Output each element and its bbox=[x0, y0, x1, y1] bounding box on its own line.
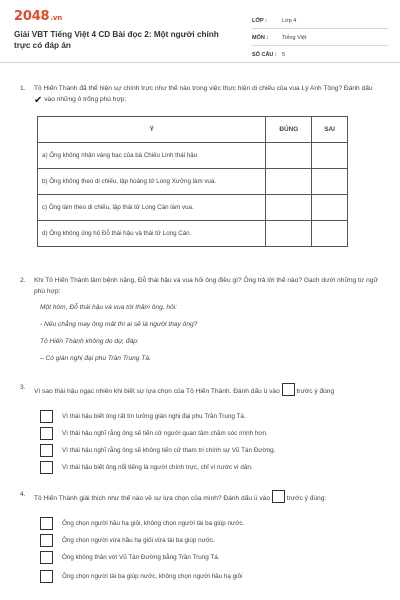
meta-row-class: LỚP : Lớp 4 bbox=[252, 14, 388, 29]
option-checkbox[interactable] bbox=[40, 551, 53, 564]
option-checkbox[interactable] bbox=[40, 461, 53, 474]
page-header bbox=[0, 0, 400, 62]
option-item: Vì thái hậu biết ông rất tín tưởng gián nghị đại phu Trần Trung Tá. bbox=[40, 410, 246, 423]
table-row: c) Ông làm theo di chiếu, lập thái tử Long Cán làm vua. bbox=[38, 195, 348, 221]
false-cell[interactable] bbox=[312, 169, 348, 195]
option-item: Ông chọn người hầu hạ giỏi, không chọn người tài ba giúp nước. bbox=[40, 517, 244, 530]
site-logo[interactable]: 2048.vn bbox=[14, 9, 62, 24]
header-divider bbox=[0, 62, 400, 63]
option-checkbox[interactable] bbox=[40, 517, 53, 530]
passage-line: Tô Hiến Thành không do dự, đáp: bbox=[40, 338, 139, 345]
table-header-row: Ý ĐÚNG SAI bbox=[38, 117, 348, 143]
option-item: Ông chọn người vừa hầu hạ giỏi vừa tài ba giúp nước. bbox=[40, 534, 215, 547]
option-checkbox[interactable] bbox=[40, 570, 53, 583]
question-1: 1. Tô Hiến Thành đã thể hiện sự chính trực như thế nào trong việc thực hiện di chiếu của vua Lý Anh Tông? Đánh dấu ✔ vào những ô trống phù hợp: bbox=[20, 85, 373, 106]
true-cell[interactable] bbox=[266, 169, 312, 195]
option-checkbox[interactable] bbox=[40, 410, 53, 423]
false-cell[interactable] bbox=[312, 195, 348, 221]
true-cell[interactable] bbox=[266, 195, 312, 221]
false-cell[interactable] bbox=[312, 143, 348, 169]
option-item: Vì thái hậu biết ông nổi tiếng là người chính trực, chỉ vì nước vì dân. bbox=[40, 461, 253, 474]
false-cell[interactable] bbox=[312, 221, 348, 247]
question-4: 4. Tô Hiến Thành giải thích như thế nào về sự lựa chọn của mình? Đánh dấu ü vào trước ý đúng: bbox=[20, 491, 327, 502]
table-row: a) Ông không nhận vàng bạc của bà Chiêu Linh thái hậu bbox=[38, 143, 348, 169]
passage-line: Một hôm, Đỗ thái hậu và vua tới thăm ông, hỏi: bbox=[40, 304, 178, 311]
passage-line: - Nếu chẳng may ông mất thì ai sẽ là người thay ông? bbox=[40, 321, 198, 328]
passage-line: – Có gián nghị đại phu Trần Trung Tá. bbox=[40, 355, 151, 362]
meta-row-subject: MÔN : Tiếng Việt bbox=[252, 31, 388, 46]
option-checkbox[interactable] bbox=[40, 444, 53, 457]
answer-box-sample bbox=[282, 383, 295, 396]
meta-panel bbox=[252, 14, 388, 65]
option-item: Ông chọn người tài ba giúp nước, không chọn người hầu hạ giỏi bbox=[40, 570, 242, 583]
true-cell[interactable] bbox=[266, 143, 312, 169]
option-item: Ông không thân với Vũ Tán Đường bằng Trần Trung Tá. bbox=[40, 551, 220, 564]
question-2: 2. Khi Tô Hiến Thành lâm bệnh nặng, Đỗ thái hậu và vua hỏi ông điều gì? Ông trả lời thế nào? Gạch dưới những từ ngữ phù hợp: bbox=[20, 277, 378, 295]
answer-box-sample bbox=[272, 490, 285, 503]
option-item: Vì thái hậu nghĩ rằng ông sẽ không tiến cử tham tri chính sự Vũ Tán Đường. bbox=[40, 444, 275, 457]
page-title: Giải VBT Tiếng Việt 4 CD Bài đọc 2: Một người chính trực có đáp án bbox=[14, 30, 219, 50]
question-3: 3. Vì sao thái hậu ngạc nhiên khi biết sự lựa chọn của Tô Hiến Thành. Đánh dấu ü vào trước ý đúng bbox=[20, 384, 335, 395]
option-checkbox[interactable] bbox=[40, 534, 53, 547]
option-checkbox[interactable] bbox=[40, 427, 53, 440]
meta-row-question-count: SỐ CÂU : 5 bbox=[252, 48, 388, 63]
checkmark-icon: ✔ bbox=[34, 94, 43, 106]
option-item: Vì thái hậu nghĩ rằng ông sẽ tiến cử người quan tâm chăm sóc mình hơn. bbox=[40, 427, 268, 440]
true-false-table bbox=[37, 116, 348, 247]
table-row: d) Ông không ủng hộ Đỗ thái hậu và thái tử Long Cán. bbox=[38, 221, 348, 247]
table-row: b) Ông không theo di chiếu, lập hoàng tử Long Xưởng làm vua. bbox=[38, 169, 348, 195]
true-cell[interactable] bbox=[266, 221, 312, 247]
